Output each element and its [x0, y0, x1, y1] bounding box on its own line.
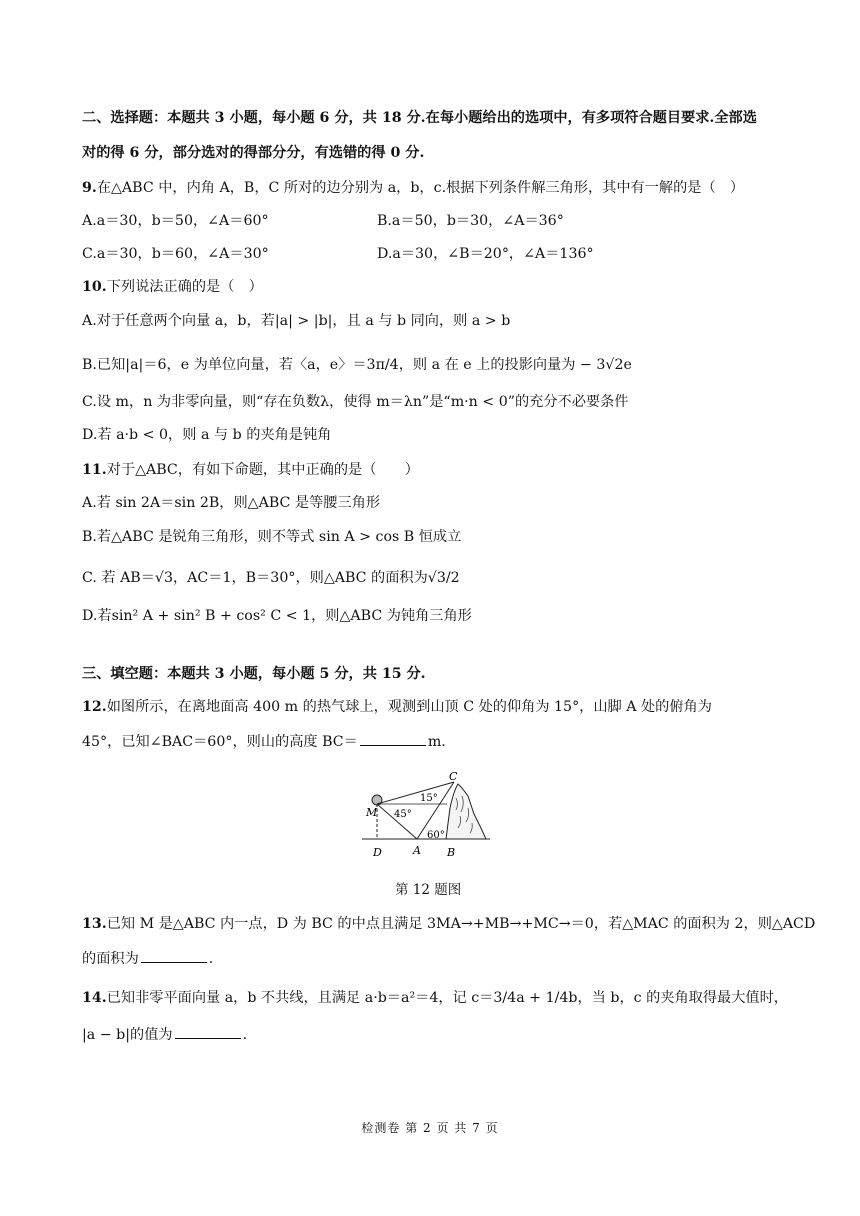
q12-number: 12.: [82, 699, 107, 715]
q13-answer-blank[interactable]: [141, 948, 207, 963]
q10-option-b: B.已知|a|＝6，e 为单位向量，若〈a，e〉＝3π/4，则 a 在 e 上的投影向量为 − 3√2e: [82, 357, 632, 373]
page-footer: 检测卷 第 2 页 共 7 页: [361, 1121, 499, 1135]
q14-number: 14.: [82, 990, 107, 1006]
q12-answer-blank[interactable]: [360, 731, 426, 746]
q14-text-2b: .: [242, 1027, 248, 1043]
q14-line1: [82, 988, 788, 1008]
label-c: C: [449, 770, 458, 783]
q12-text-2a: 45°，已知∠BAC＝60°，则山的高度 BC＝: [82, 734, 358, 750]
q13-line2: [82, 948, 213, 969]
angle-45: 45°: [394, 809, 412, 820]
angle-15: 15°: [420, 793, 438, 804]
q12-text: 如图所示，在离地面高 400 m 的热气球上，观测到山顶 C 处的仰角为 15°，山脚 A 处的俯角为: [106, 699, 712, 715]
q13-line1: [82, 914, 815, 934]
q12-figure: [362, 768, 492, 860]
q10-option-a: A.对于任意两个向量 a，b，若|a| > |b|，且 a 与 b 同向，则 a > b: [82, 313, 511, 329]
q11-option-b: B.若△ABC 是锐角三角形，则不等式 sin A > cos B 恒成立: [82, 529, 462, 545]
q11-option-a: A.若 sin 2A＝sin 2B，则△ABC 是等腰三角形: [82, 495, 381, 511]
q13-text: 已知 M 是△ABC 内一点，D 为 BC 的中点且满足 3MA→+MB→+MC→＝0，若△MAC 的面积为 2，则△ACD: [106, 916, 816, 932]
q13-number: 13.: [82, 916, 107, 932]
q9-number: 9.: [82, 180, 97, 196]
q11-option-c: C. 若 AB＝√3，AC＝1，B＝30°，则△ABC 的面积为√3/2: [82, 570, 460, 586]
q10-option-c: C.设 m，n 为非零向量，则“存在负数λ，使得 m＝λn”是“m·n < 0”的充分不必要条件: [82, 394, 629, 410]
q9-option-b: B.a＝50，b＝30，∠A＝36°: [377, 213, 564, 229]
q9-option-c: C.a＝30，b＝60，∠A＝30°: [82, 246, 269, 262]
q14-line2: [82, 1024, 247, 1045]
q12-text-2b: m.: [427, 734, 446, 750]
q11-number: 11.: [82, 462, 107, 478]
q9-stem: [82, 178, 744, 198]
q10-number: 10.: [82, 279, 107, 295]
q14-text: 已知非零平面向量 a，b 不共线，且满足 a·b＝a²＝4，记 c＝3/4a + 1/4b，当 b，c 的夹角取得最大值时，: [106, 990, 788, 1006]
mountain-shape: [446, 784, 486, 839]
q13-text-2b: .: [208, 951, 214, 967]
q10-stem: [82, 277, 263, 297]
q10-option-d: D.若 a·b < 0，则 a 与 b 的夹角是钝角: [82, 427, 332, 443]
q13-text-2a: 的面积为: [82, 951, 139, 967]
q11-text: 对于△ABC，有如下命题，其中正确的是（ ）: [106, 462, 419, 478]
q9-text: 在△ABC 中，内角 A，B，C 所对的边分别为 a，b，c.根据下列条件解三角形，其中有一解的是（ ）: [96, 180, 745, 196]
angle-60: 60°: [427, 830, 445, 841]
q14-answer-blank[interactable]: [175, 1024, 241, 1039]
q12-line2: [82, 731, 446, 752]
label-b: B: [447, 846, 456, 859]
q11-option-d: D.若sin² A + sin² B + cos² C < 1，则△ABC 为钝角三角形: [82, 608, 472, 624]
label-d: D: [373, 846, 382, 859]
q10-text: 下列说法正确的是（ ）: [106, 279, 263, 295]
section3-header: 三、填空题：本题共 3 小题，每小题 5 分，共 15 分.: [82, 666, 426, 682]
q9-option-d: D.a＝30，∠B＝20°，∠A＝136°: [377, 246, 594, 262]
q9-option-a: A.a＝30，b＝50，∠A＝60°: [82, 213, 269, 229]
section2-header-line2: 对的得 6 分，部分选对的得部分分，有选错的得 0 分.: [82, 145, 425, 161]
q12-figure-caption: 第 12 题图: [395, 882, 462, 898]
q11-stem: [82, 460, 419, 480]
section2-header-line1: 二、选择题：本题共 3 小题，每小题 6 分，共 18 分.在每小题给出的选项中，有多项符合题目要求.全部选: [82, 110, 757, 126]
label-m: M: [366, 806, 378, 819]
q12-line1: [82, 697, 712, 717]
q14-text-2a: |a − b|的值为: [82, 1027, 173, 1043]
label-a: A: [413, 844, 421, 857]
